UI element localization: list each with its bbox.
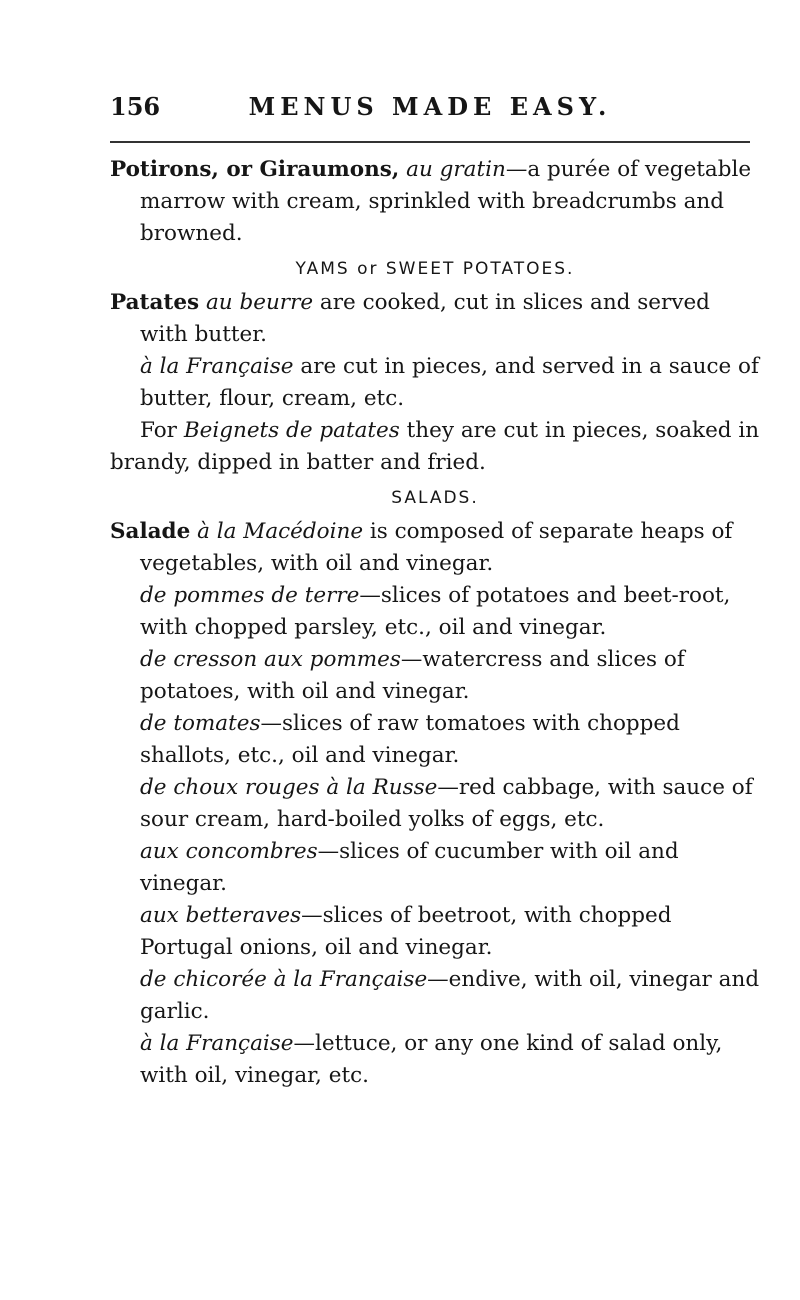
entry-dish: aux concombres <box>140 839 318 864</box>
entry-lead: Salade <box>110 519 191 544</box>
entry-text: is composed of separate heaps of vegetables, with oil and vinegar. <box>140 519 733 576</box>
entry-dish: de chicorée à la Française <box>140 967 428 992</box>
entry-pre: For <box>140 418 184 443</box>
entry-text: they are cut in pieces, soaked in brandy, dipped in batter and fried. <box>110 418 760 475</box>
entry-dish: de cresson aux pommes <box>140 647 401 672</box>
entry-dish: à la Française <box>140 1031 294 1056</box>
page-body <box>110 154 760 1092</box>
entry-salad <box>110 580 760 644</box>
entry-text: —endive, with oil, vinegar and garlic. <box>140 967 760 1024</box>
running-head <box>110 92 750 126</box>
entry-lead: Patates <box>110 290 200 315</box>
entry-text: are cooked, cut in slices and served with butter. <box>140 290 710 347</box>
entry-dish: au beurre <box>205 290 314 315</box>
entry-dish: de tomates <box>140 711 261 736</box>
entry-salad <box>110 1028 760 1092</box>
entry-text: —slices of beetroot, with chopped Portugal onions, oil and vinegar. <box>140 903 672 960</box>
entry-text: —slices of raw tomatoes with chopped shallots, etc., oil and vinegar. <box>140 711 680 768</box>
entry-text: —lettuce, or any one kind of salad only, with oil, vinegar, etc. <box>140 1031 723 1088</box>
header-rule <box>110 141 750 143</box>
entry-dish: Beignets de patates <box>183 418 400 443</box>
entry-potirons <box>110 154 760 250</box>
entry-dish: à la Française <box>140 354 294 379</box>
entry-salad <box>110 964 760 1028</box>
entry-beignets <box>110 415 760 479</box>
entry-salad <box>110 644 760 708</box>
entry-dish: aux betteraves <box>140 903 302 928</box>
entry-salad <box>110 708 760 772</box>
entry-dish: de choux rouges à la Russe <box>140 775 438 800</box>
entry-patates-francaise <box>110 351 760 415</box>
section-heading-yams: YAMS or SWEET POTATOES. <box>295 259 575 279</box>
entry-salad <box>110 772 760 836</box>
running-title: MENUS MADE EASY. <box>248 92 612 121</box>
entry-patates-au-beurre <box>110 287 760 351</box>
entry-text: —a purée of vegetable marrow with cream, sprinkled with breadcrumbs and browned. <box>140 157 752 246</box>
entry-dish: à la Macédoine <box>197 519 364 544</box>
entry-dish: au gratin <box>406 157 506 182</box>
entry-salad <box>110 900 760 964</box>
entry-text: —slices of cucumber with oil and vinegar. <box>140 839 679 896</box>
entry-text: —watercress and slices of potatoes, with oil and vinegar. <box>140 647 685 704</box>
entry-lead: Potirons, or Giraumons, <box>110 157 400 182</box>
entry-dish: de pommes de terre <box>140 583 360 608</box>
entry-salade-macedoine <box>110 516 760 580</box>
entry-text: are cut in pieces, and served in a sauce of butter, flour, cream, etc. <box>140 354 759 411</box>
entry-salad <box>110 836 760 900</box>
page-number: 156 <box>110 92 161 121</box>
entry-text: —slices of potatoes and beet-root, with chopped parsley, etc., oil and vinegar. <box>140 583 731 640</box>
entry-text: —red cabbage, with sauce of sour cream, hard-boiled yolks of eggs, etc. <box>140 775 753 832</box>
section-heading-salads: SALADS. <box>391 488 479 508</box>
